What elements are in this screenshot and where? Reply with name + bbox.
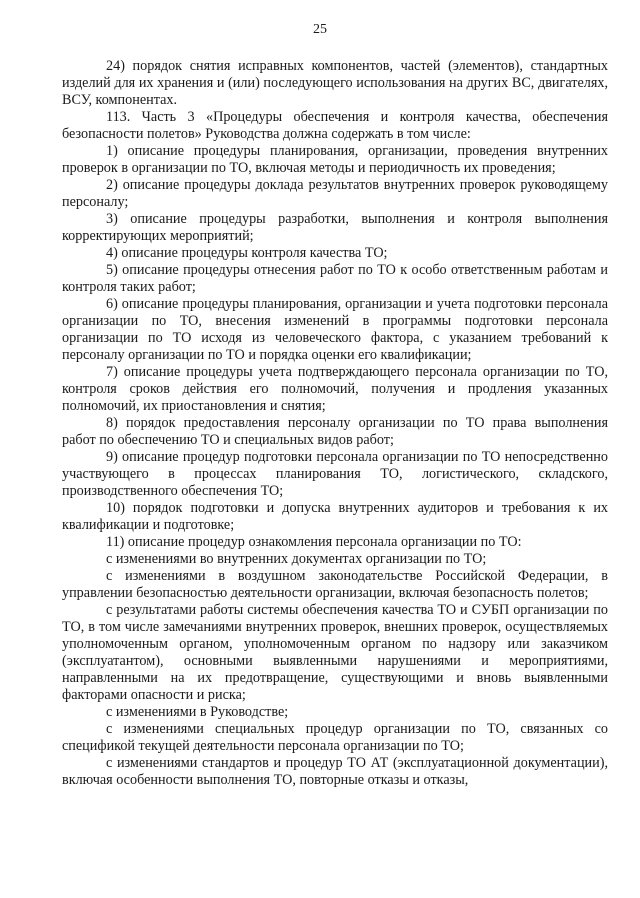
sub-list-item: с изменениями стандартов и процедур ТО АТ (эксплуатационной документации), включая особенности выполнения ТО, повторные отказы и отказы,: [62, 755, 608, 788]
list-item: 8) порядок предоставления персоналу организации по ТО права выполнения работ по обеспечению ТО и специальных видов работ;: [62, 415, 608, 448]
list-item: 6) описание процедуры планирования, организации и учета подготовки персонала организации по ТО, внесения изменений в программы подготовки персонала организации по ТО исходя из человеческого фактора, с указанием требований к персоналу организации по ТО и порядка оценки его квалификации;: [62, 296, 608, 363]
document-body: [62, 58, 608, 789]
list-item: 2) описание процедуры доклада результатов внутренних проверок руководящему персоналу;: [62, 177, 608, 210]
list-item: 7) описание процедуры учета подтверждающего персонала организации по ТО, контроля сроков действия его полномочий, получения и продления указанных полномочий, их приостановления и снятия;: [62, 364, 608, 414]
sub-list-item: с результатами работы системы обеспечения качества ТО и СУБП организации по ТО, в том числе замечаниями внутренних проверок, внешних проверок, осуществляемых уполномоченным органом, уполномоченным органом по надзору или заказчиком (эксплуатантом), основными выявленными нарушениями и мероприятиями, направленными на их предотвращение, существующими и вновь выявленными факторами опасности и риска;: [62, 602, 608, 703]
list-item: 9) описание процедур подготовки персонала организации по ТО непосредственно участвующего в процессах планирования ТО, логистического, складского, производственного обеспечения ТО;: [62, 449, 608, 499]
list-item: 1) описание процедуры планирования, организации, проведения внутренних проверок в организации по ТО, включая методы и периодичность их проведения;: [62, 143, 608, 176]
list-item: 10) порядок подготовки и допуска внутренних аудиторов и требования к их квалификации и подготовке;: [62, 500, 608, 533]
list-item: 11) описание процедур ознакомления персонала организации по ТО:: [106, 534, 522, 550]
paragraph-section-113: 113. Часть 3 «Процедуры обеспечения и контроля качества, обеспечения безопасности полетов» Руководства должна содержать в том числе:: [62, 109, 608, 142]
sub-list-item: с изменениями в Руководстве;: [106, 704, 289, 720]
paragraph-item-24: 24) порядок снятия исправных компонентов, частей (элементов), стандартных изделий для их хранения и (или) последующего использования на других ВС, двигателях, ВСУ, компонентах.: [62, 58, 608, 108]
sub-list-item: с изменениями в воздушном законодательстве Российской Федерации, в управлении безопасностью деятельности организации, включая безопасность полетов;: [62, 568, 608, 601]
page-number: 25: [313, 22, 327, 37]
sub-list-item: с изменениями во внутренних документах организации по ТО;: [106, 551, 487, 567]
list-item: 3) описание процедуры разработки, выполнения и контроля выполнения корректирующих мероприятий;: [62, 211, 608, 244]
list-item: 4) описание процедуры контроля качества ТО;: [106, 245, 388, 261]
sub-list-item: с изменениями специальных процедур организации по ТО, связанных со спецификой текущей деятельности персонала организации по ТО;: [62, 721, 608, 754]
list-item: 5) описание процедуры отнесения работ по ТО к особо ответственным работам и контроля таких работ;: [62, 262, 608, 295]
